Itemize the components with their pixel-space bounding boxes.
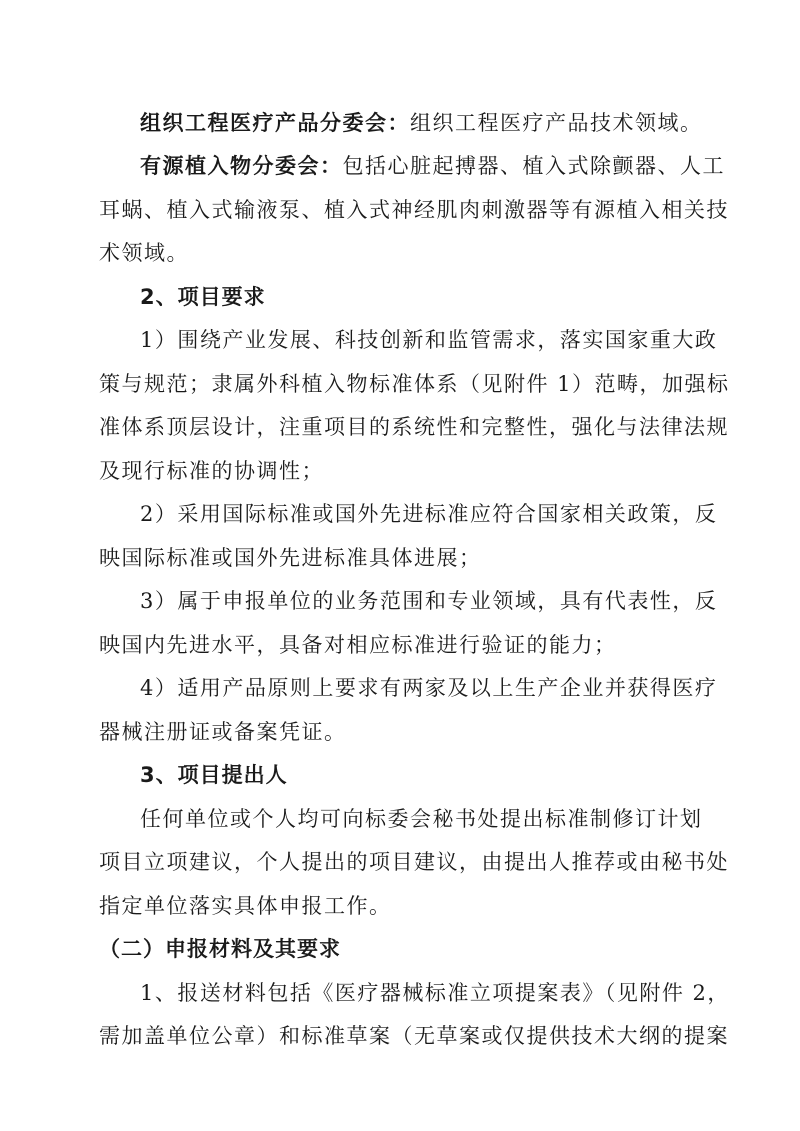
text-line: 映国内先进水平，具备对相应标准进行验证的能力； — [99, 633, 617, 657]
text-line: 指定单位落实具体申报工作。 — [99, 894, 392, 918]
text-line: 1）围绕产业发展、科技创新和监管需求，落实国家重大政 — [140, 328, 718, 352]
text-line: 策与规范；隶属外科植入物标准体系（见附件 1）范畴，加强标 — [99, 372, 730, 396]
text-line: 任何单位或个人均可向标委会秘书处提出标准制修订计划 — [140, 807, 703, 831]
text-line: 2）采用国际标准或国外先进标准应符合国家相关政策，反 — [140, 502, 718, 526]
text-line: 映国际标准或国外先进标准具体进展； — [99, 546, 482, 570]
text-line: 4）适用产品原则上要求有两家及以上生产企业并获得医疗 — [140, 676, 718, 700]
subcommittee-text: 组织工程医疗产品技术领域。 — [410, 111, 703, 135]
subcommittee-text: 包括心脏起搏器、植入式除颤器、人工 — [342, 154, 725, 178]
section-heading-application-materials: （二）申报材料及其要求 — [99, 937, 341, 961]
section-heading-project-proposer: 3、项目提出人 — [140, 763, 288, 787]
subcommittee-label: 有源植入物分委会： — [140, 154, 343, 178]
paragraph-tissue-engineering-subcommittee — [140, 109, 703, 137]
text-line: 耳蜗、植入式输液泵、植入式神经肌肉刺激器等有源植入相关技 — [99, 198, 729, 222]
text-line: 术领域。 — [99, 241, 189, 265]
text-line: 项目立项建议，个人提出的项目建议，由提出人推荐或由秘书处 — [99, 850, 729, 874]
text-line: 需加盖单位公章）和标准草案（无草案或仅提供技术大纲的提案 — [99, 1024, 729, 1048]
section-heading-project-requirements: 2、项目要求 — [140, 285, 266, 309]
text-line: 准体系顶层设计，注重项目的系统性和完整性，强化与法律法规 — [99, 415, 729, 439]
text-line: 器械注册证或备案凭证。 — [99, 720, 347, 744]
text-line: 1、报送材料包括《医疗器械标准立项提案表》（见附件 2， — [140, 981, 730, 1005]
text-line: 3）属于申报单位的业务范围和专业领域，具有代表性，反 — [140, 589, 718, 613]
paragraph-active-implant-subcommittee — [140, 152, 725, 180]
subcommittee-label: 组织工程医疗产品分委会： — [140, 111, 410, 135]
text-line: 及现行标准的协调性； — [99, 459, 324, 483]
